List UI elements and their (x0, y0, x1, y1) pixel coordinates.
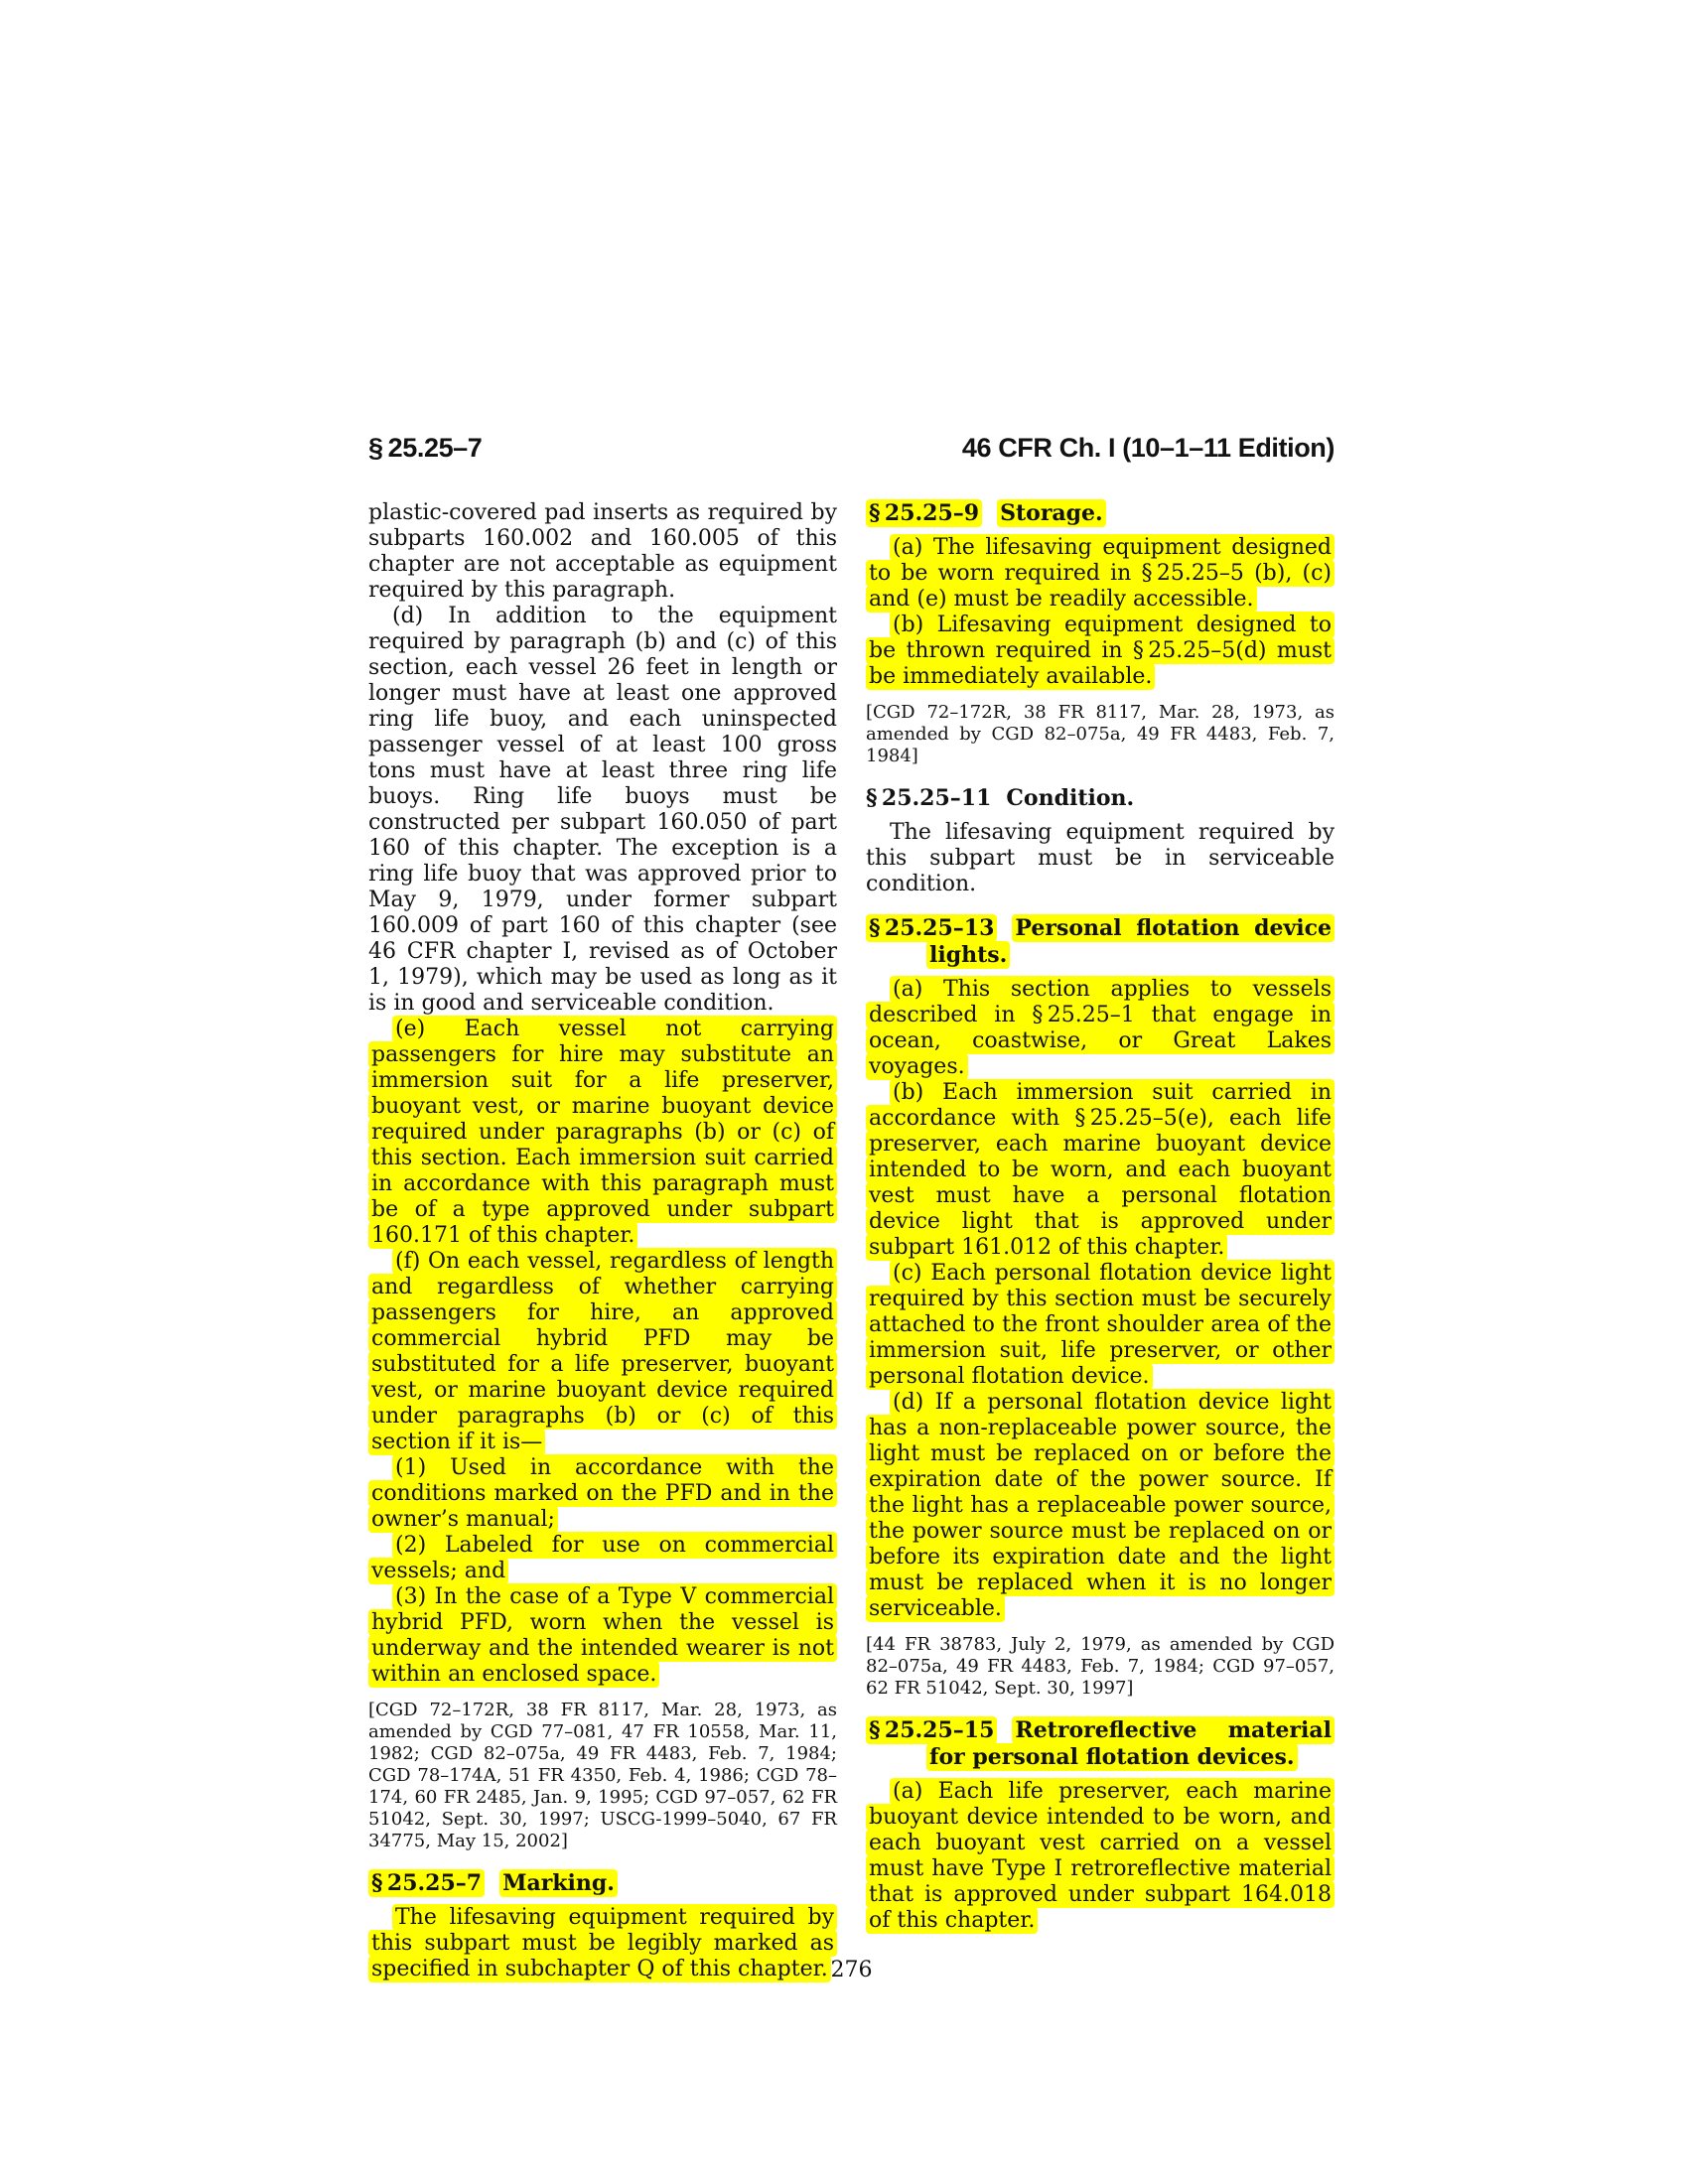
text-run: (d) In addition to the equipment required by paragraph (b) and (c) of this section, each vessel 26 feet in length or longer must have at least one approved ring life buoy, and each uninspected passenger vessel of at least 100 gross tons must have at least three ring life buoys. Ring life buoys must be constructed per subpart 160.050 of part 160 of this chapter. The exception is a ring life buoy that was approved prior to May 9, 1979, under former subpart 160.009 of part 160 of this chapter (see 46 CFR chapter I, revised as of October 1, 1979), which may be used as long as it is in good and serviceable condition. (368, 604, 837, 1016)
paragraph (368, 1533, 837, 1584)
text-run: (3) In the case of a Type V commercial hybrid PFD, worn when the vessel is underway and the intended wearer is not within an enclosed space. (368, 1583, 837, 1688)
section-number: § 25.25–13 (866, 914, 997, 942)
text-run: (e) Each vessel not carrying passengers for hire may substitute an immersion suit for a life preserver, buoyant vest, or marine buoyant device required under paragraphs (b) or (c) of this section. Each immersion suit carried in accordance with this paragraph must be of a type approved under subpart 160.171 of this chapter. (368, 1016, 837, 1249)
paragraph (866, 977, 1335, 1080)
section-heading (866, 1717, 1335, 1771)
section-number: § 25.25–9 (866, 499, 982, 527)
section-title: Condition. (1006, 785, 1135, 811)
source-citation (866, 702, 1335, 767)
text-run: The lifesaving equipment required by this subpart must be legibly marked as specified in subchapter Q of this chapter. (368, 1904, 837, 1982)
text-run: (a) This section applies to vessels described in § 25.25–1 that engage in ocean, coastwise, or Great Lakes voyages. (866, 976, 1335, 1080)
text-run: (f) On each vessel, regardless of length and regardless of whether carrying passengers for hire, an approved commercial hybrid PFD may be substituted for a life preserver, buoyant vest, or marine buoyant device required under paragraphs (b) or (c) of this section if it is— (368, 1248, 837, 1455)
text-run: [CGD 72–172R, 38 FR 8117, Mar. 28, 1973, as amended by CGD 77–081, 47 FR 10558, Mar. 11, 1982; CGD 82–075a, 49 FR 4483, Feb. 7, 1984; CGD 78–174A, 51 FR 4350, Feb. 4, 1986; CGD 78–174, 60 FR 2485, Jan. 9, 1995; CGD 97–057, 62 FR 51042, Sept. 30, 1997; USCG-1999–5040, 67 FR 34775, May 15, 2002] (368, 1700, 837, 1851)
paragraph (866, 535, 1335, 613)
text-run: (b) Lifesaving equipment designed to be thrown required in § 25.25–5(d) must be immediately available. (866, 612, 1335, 690)
section-title: Retroreflective material for personal flotation devices. (926, 1716, 1335, 1771)
paragraph (368, 1584, 837, 1688)
text-run: (c) Each personal flotation device light required by this section must be securely attached to the front shoulder area of the immersion suit, life preserver, or other personal flotation device. (866, 1260, 1335, 1390)
source-citation (368, 1700, 837, 1852)
section-title: Storage. (997, 499, 1106, 527)
source-citation (866, 1634, 1335, 1700)
text-run: (d) If a personal flotation device light has a non-replaceable power source, the light must be replaced on or before the expiration date of the power source. If the light has a replaceable power source, the power source must be replaced on or before its expiration date and the light must be replaced when it is no longer serviceable. (866, 1389, 1335, 1622)
section-heading (866, 500, 1335, 527)
section-number: § 25.25–11 (866, 785, 992, 811)
section-title: Personal flotation device lights. (926, 914, 1335, 969)
text-run: (a) The lifesaving equipment designed to be worn required in § 25.25–5 (b), (c) and (e) must be readily accessible. (866, 534, 1335, 613)
right-column (866, 500, 1335, 1934)
text-run: [CGD 72–172R, 38 FR 8117, Mar. 28, 1973, as amended by CGD 82–075a, 49 FR 4483, Feb. 7, 1984] (866, 702, 1335, 766)
text-run: (1) Used in accordance with the conditions marked on the PFD and in the owner’s manual; (368, 1454, 837, 1533)
text-run: [44 FR 38783, July 2, 1979, as amended by CGD 82–075a, 49 FR 4483, Feb. 7, 1984; CGD 97–057, 62 FR 51042, Sept. 30, 1997] (866, 1634, 1335, 1699)
running-head-left: § 25.25–7 (368, 433, 483, 463)
paragraph (866, 820, 1335, 897)
paragraph (368, 1017, 837, 1249)
text-run: (b) Each immersion suit carried in accordance with § 25.25–5(e), each life preserver, each marine buoyant device intended to be worn, and each buoyant vest must have a personal flotation device light that is approved under subpart 161.012 of this chapter. (866, 1079, 1335, 1261)
section-number: § 25.25–7 (368, 1869, 485, 1897)
section-heading (368, 1870, 837, 1897)
text-run: The lifesaving equipment required by this subpart must be in serviceable condition. (866, 820, 1335, 896)
section-title: Marking. (499, 1869, 618, 1897)
paragraph (866, 613, 1335, 690)
section-number: § 25.25–15 (866, 1716, 997, 1744)
left-column (368, 500, 837, 1982)
running-head-right: 46 CFR Ch. I (10–1–11 Edition) (961, 433, 1335, 463)
paragraph (368, 604, 837, 1017)
section-heading (866, 915, 1335, 969)
paragraph (866, 1779, 1335, 1934)
page-number: 276 (830, 1958, 873, 1982)
text-run: (2) Labeled for use on commercial vessels; and (368, 1532, 837, 1584)
text-run: plastic-covered pad inserts as required by subparts 160.002 and 160.005 of this chapter are not acceptable as equipment required by this paragraph. (368, 500, 837, 603)
paragraph (866, 1080, 1335, 1261)
text-run: (a) Each life preserver, each marine buoyant device intended to be worn, and each buoyant vest carried on a vessel must have Type I retroreflective material that is approved under subpart 164.018 of this chapter. (866, 1778, 1335, 1934)
paragraph (368, 1249, 837, 1455)
section-heading (866, 785, 1335, 812)
paragraph (866, 1261, 1335, 1390)
running-head (368, 433, 1335, 464)
paragraph (368, 1455, 837, 1533)
paragraph (866, 1390, 1335, 1622)
paragraph (368, 500, 837, 604)
